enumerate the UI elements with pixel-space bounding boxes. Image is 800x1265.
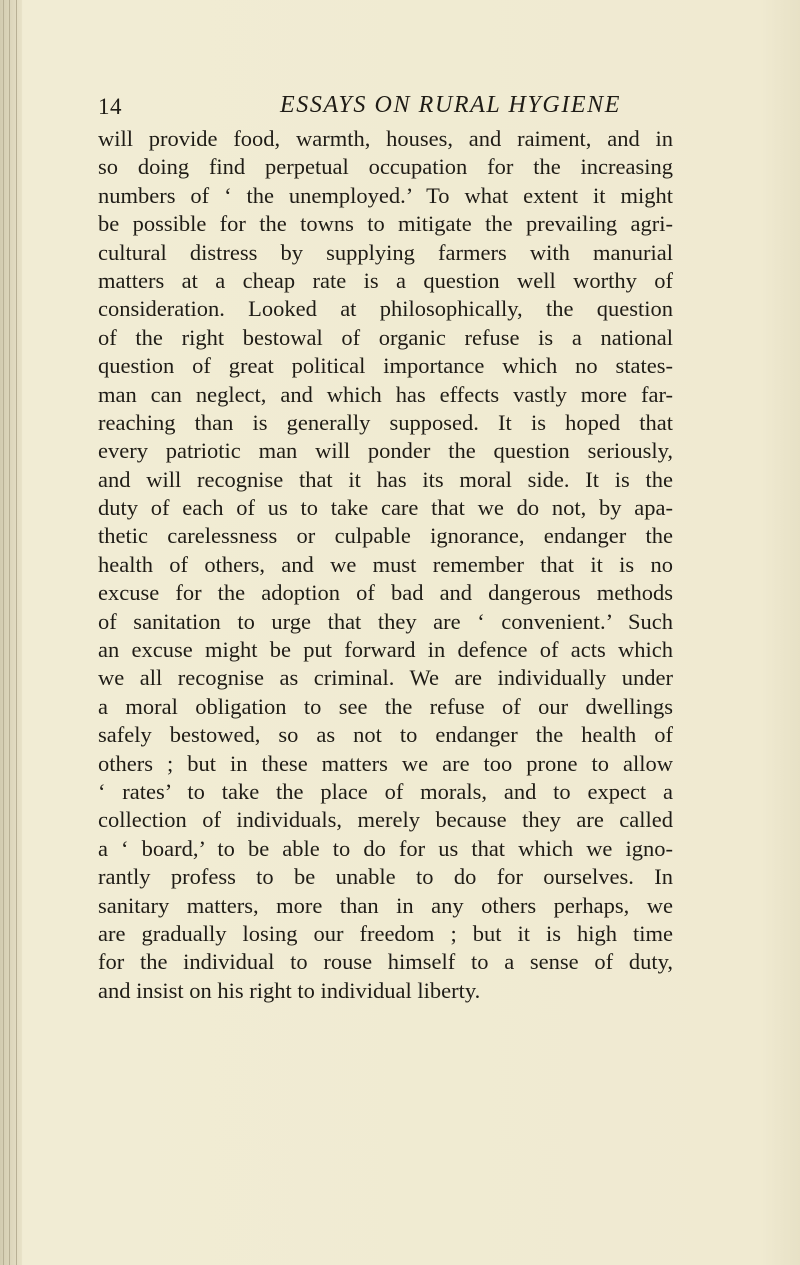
text-line: safely bestowed, so as not to endanger the health of bbox=[98, 722, 673, 748]
text-line: be possible for the towns to mitigate the prevailing agri- bbox=[98, 211, 673, 237]
text-line: an excuse might be put forward in defence of acts which bbox=[98, 637, 673, 663]
text-line: excuse for the adoption of bad and dangerous methods bbox=[98, 580, 673, 606]
text-line: a moral obligation to see the refuse of our dwellings bbox=[98, 693, 673, 719]
text-line: and will recognise that it has its moral side. It is the bbox=[98, 466, 673, 492]
text-line: will provide food, warmth, houses, and raiment, and in bbox=[98, 126, 673, 151]
gutter-line bbox=[16, 0, 17, 1265]
text-line: reaching than is generally supposed. It is hoped that bbox=[98, 409, 673, 435]
text-line: man can neglect, and which has effects vastly more far- bbox=[98, 381, 673, 407]
text-line: sanitary matters, more than in any others perhaps, we bbox=[98, 892, 673, 918]
text-line: for the individual to rouse himself to a sense of duty, bbox=[98, 949, 673, 975]
gutter-line bbox=[9, 0, 10, 1265]
body-text bbox=[98, 125, 673, 1005]
page-number: 14 bbox=[98, 94, 122, 119]
text-line: ‘ rates’ to take the place of morals, and to expect a bbox=[98, 778, 673, 804]
text-line: are gradually losing our freedom ; but it is high time bbox=[98, 920, 673, 946]
running-head: ESSAYS ON RURAL HYGIENE bbox=[280, 92, 622, 118]
text-line: so doing find perpetual occupation for the increasing bbox=[98, 154, 673, 180]
gutter-line bbox=[3, 0, 4, 1265]
text-line: numbers of ‘ the unemployed.’ To what extent it might bbox=[98, 182, 673, 208]
text-line: a ‘ board,’ to be able to do for us that which we igno- bbox=[98, 835, 673, 861]
page-header bbox=[98, 92, 658, 122]
text-line: others ; but in these matters we are too prone to allow bbox=[98, 750, 673, 776]
text-line: consideration. Looked at philosophically, the question bbox=[98, 296, 673, 322]
text-line: of sanitation to urge that they are ‘ convenient.’ Such bbox=[98, 608, 673, 634]
text-line: and insist on his right to individual liberty. bbox=[98, 977, 481, 1003]
text-line: cultural distress by supplying farmers with manurial bbox=[98, 239, 673, 265]
text-line: rantly profess to be unable to do for ourselves. In bbox=[98, 864, 673, 890]
text-line: thetic carelessness or culpable ignorance, endanger the bbox=[98, 523, 673, 549]
text-line: question of great political importance which no states- bbox=[98, 353, 673, 379]
text-line: duty of each of us to take care that we do not, by apa- bbox=[98, 495, 673, 521]
text-line: of the right bestowal of organic refuse is a national bbox=[98, 324, 673, 350]
text-line: every patriotic man will ponder the question seriously, bbox=[98, 438, 673, 464]
text-line: collection of individuals, merely because they are called bbox=[98, 807, 673, 833]
text-line: we all recognise as criminal. We are individually under bbox=[98, 665, 673, 691]
text-line: matters at a cheap rate is a question well worthy of bbox=[98, 267, 673, 293]
page-gutter bbox=[0, 0, 22, 1265]
text-line: health of others, and we must remember that it is no bbox=[98, 551, 673, 577]
